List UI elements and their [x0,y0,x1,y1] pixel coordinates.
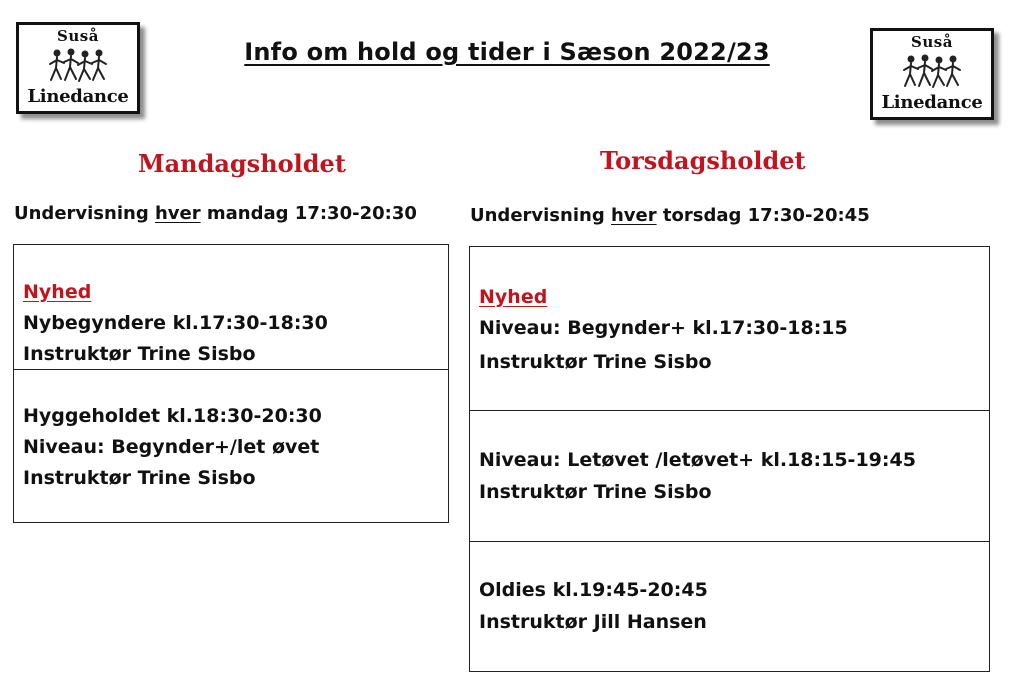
document-title: Info om hold og tider i Sæson 2022/23 [244,38,770,66]
monday-team-heading: Mandagsholdet [138,149,346,178]
instructor-line: Instruktør Trine Sisbo [23,343,256,365]
class-line: Niveau: Begynder+ kl.17:30-18:15 [479,317,848,339]
susaa-linedance-logo-left [16,22,140,114]
schedule-time: mandag 17:30-20:30 [206,203,417,224]
class-block [470,410,989,542]
news-label: Nyhed [479,286,548,308]
class-line: Nybegyndere kl.17:30-18:30 [23,312,328,334]
monday-classes-table [13,244,449,523]
instructor-line: Instruktør Trine Sisbo [23,467,256,489]
class-line: Oldies kl.19:45-20:45 [479,579,708,601]
thursday-classes-table [469,246,990,672]
class-block [14,369,448,522]
instructor-line: Instruktør Jill Hansen [479,611,707,633]
schedule-prefix: Undervisning [470,205,605,226]
schedule-prefix: Undervisning [14,203,149,224]
class-block [470,541,989,671]
logo-text-bottom: Linedance [27,86,129,107]
instructor-line: Instruktør Trine Sisbo [479,481,712,503]
schedule-emphasis: hver [154,203,201,224]
instructor-line: Instruktør Trine Sisbo [479,351,712,373]
schedule-emphasis: hver [610,205,657,226]
thursday-schedule [470,205,870,226]
logo-text-top: Suså [911,33,953,51]
schedule-time: torsdag 17:30-20:45 [662,205,870,226]
class-line: Hyggeholdet kl.18:30-20:30 [23,405,322,427]
class-block [470,247,989,410]
news-label: Nyhed [23,281,92,303]
logo-text-top: Suså [57,27,99,45]
logo-text-bottom: Linedance [881,92,983,113]
thursday-team-heading: Torsdagsholdet [600,146,806,175]
class-line: Niveau: Letøvet /letøvet+ kl.18:15-19:45 [479,449,916,471]
monday-schedule [14,203,417,224]
class-block [14,245,448,369]
level-line: Niveau: Begynder+/let øvet [23,436,320,458]
